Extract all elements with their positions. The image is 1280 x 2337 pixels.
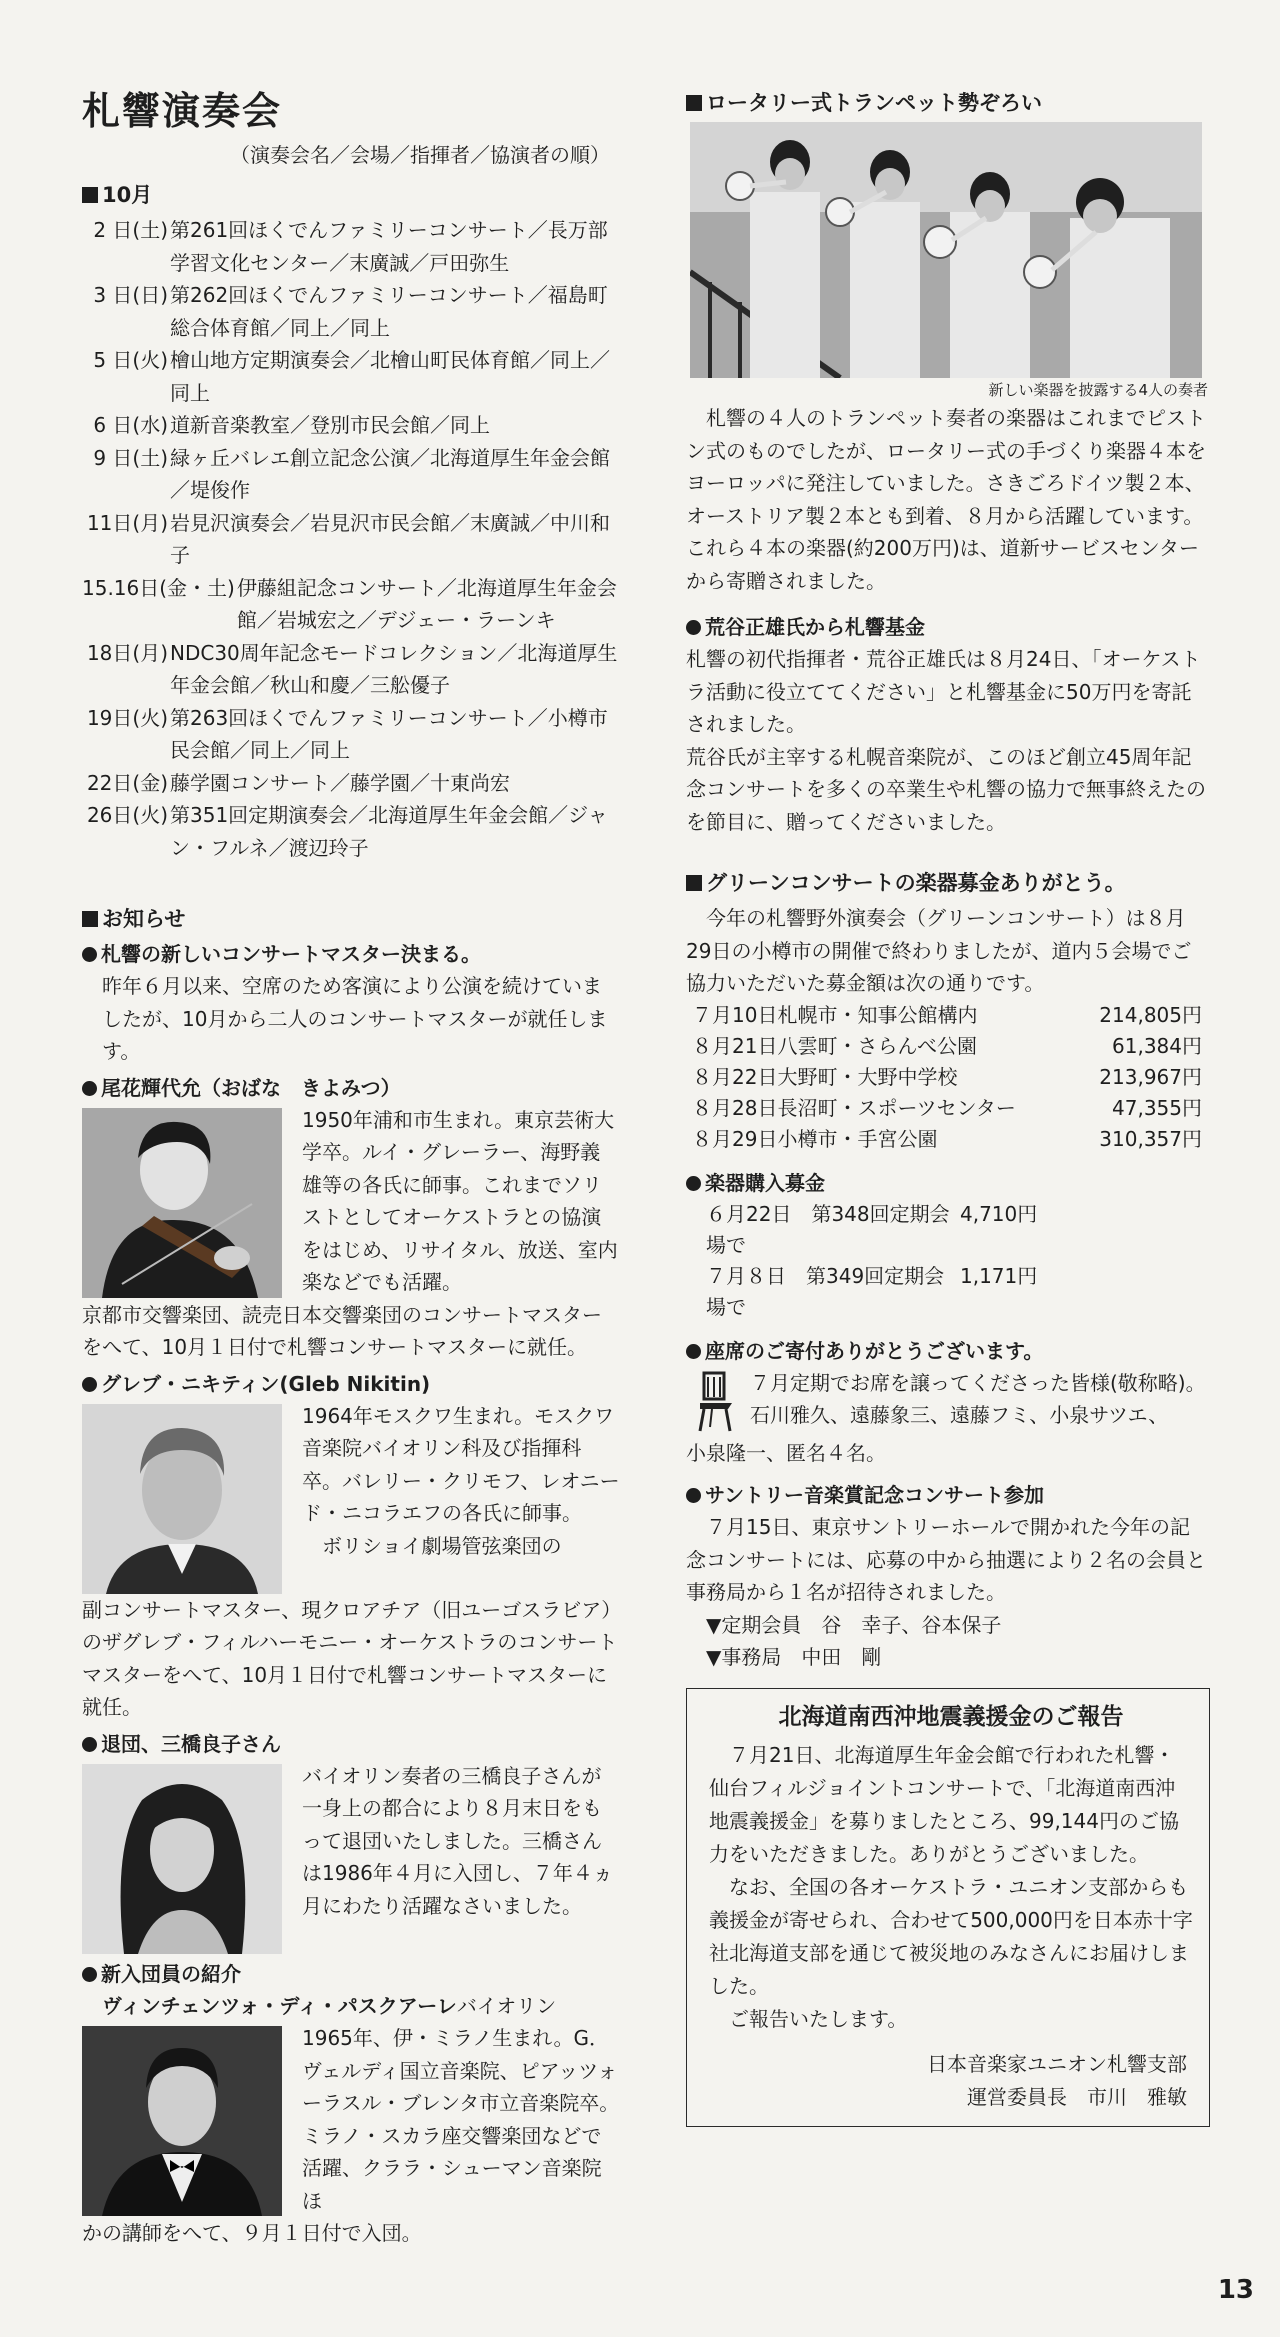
subtitle: （演奏会名／会場／指揮者／協演者の順）: [230, 143, 610, 167]
right-column: [686, 88, 1210, 2127]
nikitin-name: グレブ・ニキティン(Gleb Nikitin): [82, 1368, 620, 1400]
box-text-3: ご報告いたします。: [729, 2006, 908, 2031]
table-row: ８月28日長沼町・スポーツセンター 47,355円: [692, 1095, 1202, 1120]
mitsuhashi-bio: [82, 1760, 620, 1954]
box-sign-2: 運営委員長 市川 雅敏: [967, 2084, 1187, 2109]
event-item: 18日(月) NDC30周年記念モードコレクション／北海道厚生年金会館／秋山和慶／三舩優子: [86, 640, 618, 697]
square-bullet-icon: [82, 911, 98, 927]
green-heading: グリーンコンサートの楽器募金ありがとう。: [686, 868, 1210, 898]
seat-text-3: 小泉隆一、匿名４名。: [686, 1440, 886, 1465]
box-sign-1: 日本音楽家ユニオン札響支部: [927, 2051, 1187, 2076]
newmember-bio-side: 1965年、伊・ミラノ生まれ。G．ヴェルディ国立音楽院、ピアッツォーラスル・ブレンタ市立音楽院卒。ミラノ・スカラ座交響楽団などで活躍、クララ・シューマン音楽院ほ: [302, 2026, 620, 2213]
table-row: ７月８日 第349回定期会場で 1,171円: [706, 1263, 1038, 1319]
table-row: ６月22日 第348回定期会場で 4,710円: [706, 1201, 1038, 1257]
box-text-2: なお、全国の各オーケストラ・ユニオン支部からも義援金が寄せられ、合わせて500,000円を日本赤十字社北海道支部を通じて被災地のみなさんにお届けしました。: [709, 1874, 1193, 1998]
nikitin-photo: [82, 1404, 282, 1594]
event-item: 3 日(日) 第262回ほくでんファミリーコンサート／福島町総合体育館／同上／同上: [93, 283, 608, 340]
seat-text: ７月定期でお席を譲ってくださった皆様(敬称略)。 石川雅久、遠藤象三、遠藤フミ、小泉サツエ、: [750, 1370, 1206, 1427]
dot-bullet-icon: [686, 620, 701, 635]
square-bullet-icon: [686, 875, 702, 891]
dot-bullet-icon: [82, 1967, 97, 1982]
newmember-name-line: [82, 1990, 620, 2023]
event-list: [82, 214, 620, 864]
notices-heading: お知らせ: [82, 904, 620, 934]
dot-bullet-icon: [686, 1176, 701, 1191]
seat-heading: 座席のご寄付ありがとうございます。: [686, 1335, 1210, 1367]
obana-bio-side: 1950年浦和市生まれ。東京芸術大学卒。ルイ・グレーラー、海野義雄等の各氏に師事。これまでソリストとしてオーケストラとの協演をはじめ、リサイタル、放送、室内楽などでも活躍。: [302, 1107, 618, 1294]
relief-fund-report-box: [686, 1688, 1210, 2127]
box-title: 北海道南西沖地震義援金のご報告: [778, 1703, 1124, 1730]
event-item: 9 日(土) 緑ヶ丘バレエ創立記念公演／北海道厚生年金会館／堤俊作: [93, 445, 610, 502]
newmember-bio: [82, 2022, 620, 2217]
dot-bullet-icon: [686, 1488, 701, 1503]
purchase-table: [686, 1199, 1140, 1323]
event-item: 15.16日(金・土) 伊藤組記念コンサート／北海道厚生年金会館／岩城宏之／デジェー・ラーンキ: [82, 575, 617, 632]
trumpet-heading: ロータリー式トランペット勢ぞろい: [686, 88, 1210, 118]
page-number: 13: [1217, 2275, 1254, 2305]
araya-heading: 荒谷正雄氏から札響基金: [686, 611, 1210, 643]
concertmaster-text: 昨年６月以来、空席のため客演により公演を続けていましたが、10月から二人のコンサートマスターが就任します。: [102, 974, 608, 1063]
table-row: ７月10日札幌市・知事公館構内 214,805円: [692, 1002, 1202, 1027]
table-row: ８月29日小樽市・手宮公園 310,357円: [692, 1126, 1202, 1151]
araya-text-2: 荒谷氏が主宰する札幌音楽院が、このほど創立45周年記念コンサートを多くの卒業生や札響の協力で無事終えたのを節目に、贈ってくださいました。: [686, 744, 1206, 834]
event-item: 22日(金) 藤学園コンサート／藤学園／十東尚宏: [86, 770, 510, 795]
nikitin-bio-side: 1964年モスクワ生まれ。モスクワ音楽院バイオリン科及び指揮科卒。バレリー・クリモフ、レオニード・ニコラエフの各氏に師事。 ボリショイ劇場管弦楽団の: [302, 1403, 620, 1558]
page-title: 札響演奏会: [82, 89, 283, 133]
green-text: 今年の札響野外演奏会（グリーンコンサート）は８月29日の小樽市の開催で終わりましたが、道内５会場でご協力いただいた募金額は次の通りです。: [686, 906, 1192, 995]
dot-bullet-icon: [82, 947, 97, 962]
event-item: 19日(火) 第263回ほくでんファミリーコンサート／小樽市民会館／同上／同上: [86, 705, 608, 762]
nikitin-bio: [82, 1400, 620, 1594]
dot-bullet-icon: [82, 1737, 97, 1752]
nikitin-bio-full: 副コンサートマスター、現クロアチア（旧ユーゴスラビア）のザグレブ・フィルハーモニー・オーケストラのコンサートマスターをへて、10月１日付で札響コンサートマスターに就任。: [82, 1597, 618, 1719]
obana-bio: [82, 1104, 620, 1299]
square-bullet-icon: [686, 95, 702, 111]
dot-bullet-icon: [82, 1377, 97, 1392]
purchase-heading: 楽器購入募金: [686, 1167, 1210, 1199]
dot-bullet-icon: [686, 1344, 701, 1359]
trumpet-caption: 新しい楽器を披露する4人の奏者: [988, 381, 1208, 399]
newmember-role: バイオリン: [456, 1993, 557, 2018]
event-item: 5 日(火) 檜山地方定期演奏会／北檜山町民体育館／同上／同上: [93, 348, 610, 405]
event-item: 26日(火) 第351回定期演奏会／北海道厚生年金会館／ジャン・フルネ／渡辺玲子: [86, 803, 608, 860]
mitsuhashi-heading: 退団、三橋良子さん: [82, 1728, 620, 1760]
obana-name: 尾花輝代允（おばな きよみつ）: [82, 1072, 620, 1104]
suntory-line-1: ▼定期会員 谷 幸子、谷本保子: [706, 1612, 1002, 1637]
event-item: 2 日(土) 第261回ほくでんファミリーコンサート／長万部学習文化センター／末廣誠／戸田弥生: [93, 218, 608, 275]
box-text-1: ７月21日、北海道厚生年金会館で行われた札響・仙台フィルジョイントコンサートで、「北海道南西沖地震義援金」を募りましたところ、99,144円のご協力をいただきました。ありがとうございました。: [709, 1742, 1179, 1866]
mitsuhashi-text: バイオリン奏者の三橋良子さんが一身上の都合により８月末日をもって退団いたしました。三橋さんは1986年４月に入団し、７年４ヵ月にわたり活躍なさいました。: [302, 1763, 613, 1918]
left-column: [82, 88, 620, 2250]
newmember-bio-full: かの講師をへて、９月１日付で入団。: [82, 2221, 422, 2245]
chair-icon: [696, 1369, 740, 1437]
dot-bullet-icon: [82, 1081, 97, 1096]
trumpet-text: 札響の４人のトランペット奏者の楽器はこれまでピストン式のものでしたが、ロータリー式の手づくり楽器４本をヨーロッパに発注していました。さきごろドイツ製２本、オーストリア製２本とも到着、８月から活躍しています。これら４本の楽器(約200万円)は、道新サービスセンターから寄贈されました。: [686, 406, 1206, 593]
newmember-name: ヴィンチェンツォ・ディ・パスクアーレ: [102, 1993, 457, 2018]
square-bullet-icon: [82, 187, 98, 203]
newmember-heading: 新入団員の紹介: [82, 1958, 620, 1990]
green-donation-table: [686, 1000, 1210, 1155]
obana-bio-full: 京都市交響楽団、読売日本交響楽団のコンサートマスターをへて、10月１日付で札響コンサートマスターに就任。: [82, 1302, 602, 1359]
event-item: 11日(月) 岩見沢演奏会／岩見沢市民会館／末廣誠／中川和子: [86, 510, 610, 567]
suntory-heading: サントリー音楽賞記念コンサート参加: [686, 1479, 1210, 1511]
araya-text-1: 札響の初代指揮者・荒谷正雄氏は８月24日、「オーケストラ活動に役立ててください」と札響基金に50万円を寄託されました。: [686, 647, 1201, 736]
obana-photo: [82, 1108, 282, 1298]
table-row: ８月22日大野町・大野中学校 213,967円: [692, 1064, 1202, 1089]
table-row: ８月21日八雲町・さらんべ公園 61,384円: [692, 1033, 1202, 1058]
trumpet-photo: [690, 122, 1202, 378]
month-heading: 10月: [82, 180, 620, 210]
suntory-text: ７月15日、東京サントリーホールで開かれた今年の記念コンサートには、応募の中から抽選により２名の会員と事務局から１名が招待されました。: [686, 1515, 1206, 1604]
event-item: 6 日(水) 道新音楽教室／登別市民会館／同上: [93, 413, 490, 437]
mitsuhashi-photo: [82, 1764, 282, 1954]
newmember-photo: [82, 2026, 282, 2216]
suntory-line-2: ▼事務局 中田 剛: [706, 1645, 882, 1669]
concertmaster-heading: 札響の新しいコンサートマスター決まる。: [82, 938, 620, 970]
seat-section: [686, 1367, 1210, 1437]
